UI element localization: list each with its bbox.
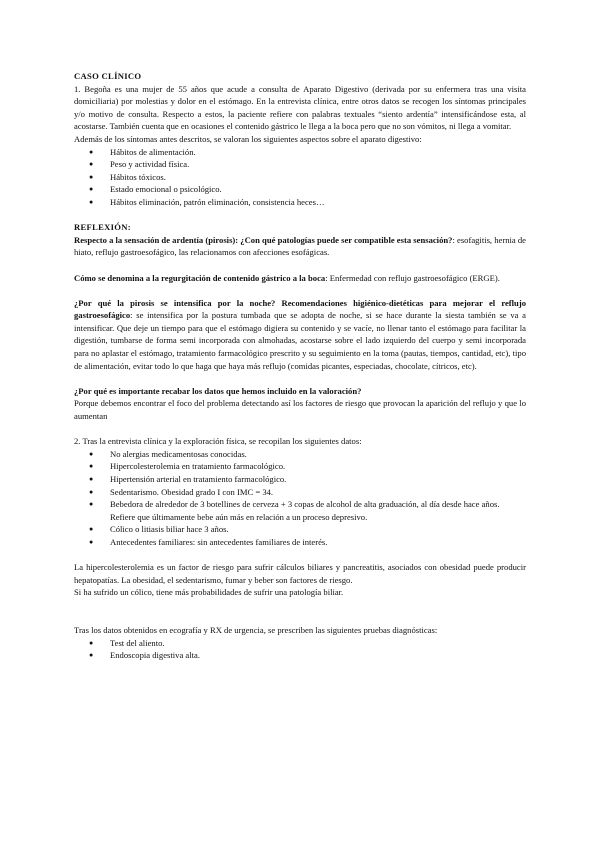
list-item: ● Hipercolesterolemia en tratamiento farmacológico. [74, 460, 526, 473]
list-item: ● Endoscopia digestiva alta. [74, 649, 526, 662]
list-item: ● Test del aliento. [74, 637, 526, 650]
reflection-title: REFLEXIÓN: [74, 222, 131, 233]
document-page [74, 70, 526, 662]
reflection-q2 [74, 272, 526, 285]
list-item: ● Hábitos tóxicos. [74, 171, 526, 184]
list-item: ● Hipertensión arterial en tratamiento farmacológico. [74, 473, 526, 486]
tests-intro: Tras los datos obtenidos en ecografía y RX de urgencia, se prescriben las siguientes pruebas diagnósticas: [74, 624, 438, 635]
list-item: ● Cólico o litiasis biliar hace 3 años. [74, 523, 526, 536]
colic-line: Si ha sufrido un cólico, tiene más probabilidades de sufrir una patología biliar. [74, 587, 344, 598]
aspects-intro: Además de los síntomas antes descritos, se valoran los siguientes aspectos sobre el aparato digestivo: [74, 133, 422, 144]
list-item: ● No alergias medicamentosas conocidas. [74, 448, 526, 461]
question: ¿Por qué la pirosis se intensifica por la noche? Recomendaciones higiénico-dietéticas para mejorar el reflujo gastroesofágico [74, 297, 526, 321]
reflection-q1 [74, 234, 526, 259]
list-item: ● Peso y actividad física. [74, 158, 526, 171]
reflection-q3 [74, 297, 526, 373]
tests-list [74, 637, 526, 662]
list-item: ● Hábitos de alimentación. [74, 146, 526, 159]
list-item: ● Sedentarismo. Obesidad grado I con IMC = 34. [74, 486, 526, 499]
question: Respecto a la sensación de ardentía (pirosis): ¿Con qué patologías puede ser compatible esta sensación? [74, 234, 453, 245]
answer: : esofagitis, hernia de hiato, reflujo gastroesofágico, las relacionamos con afecciones esofágicas. [74, 234, 526, 258]
case-title: CASO CLÍNICO [74, 71, 142, 81]
hyper-paragraph: La hipercolesterolemia es un factor de riesgo para sufrir cálculos biliares y pancreatitis, asociados con obesidad puede producir hepatopatías. La obesidad, el sedentarismo, fumar y beber son factores de riesgo. [74, 562, 526, 585]
question: Cómo se denomina a la regurgitación de contenido gástrico a la boca [74, 272, 326, 283]
list-item: ● Antecedentes familiares: sin antecedentes familiares de interés. [74, 536, 526, 549]
data-list [74, 448, 526, 549]
aspects-list [74, 146, 526, 209]
list-item: ● Bebedora de alrededor de 3 botellines de cerveza + 3 copas de alcohol de alta graduación, al día desde hace años. Refiere que últimamente bebe aún más en relación a un proceso depresivo. [74, 498, 526, 523]
answer: : Enfermedad con reflujo gastroesofágico (ERGE). [325, 272, 500, 283]
answer: : se intensifica por la postura tumbada que se adopta de noche, si se hace durante la siesta también se va a intensificar. Que deje un tiempo para que el estómago digiera su contenido y se vacíe, no llenar tanto el estómago para facilitar la digestión, tumbarse de forma semi incorporada con almohadas, acostarse sobre el lado izquierdo del cuerpo y semi incorporada para no aplastar el estómago, tratamiento farmacológico prescrito y su seguimiento en la toma (pautas, tiempos, cantidad, etc), tipo de alimentación, evitar todo lo que haga que haya más reflujo (comidas picantes, especiadas, chocolate, cítricos, etc). [74, 310, 526, 371]
list-item: ● Hábitos eliminación, patrón eliminación, consistencia heces… [74, 196, 526, 209]
list-item: ● Estado emocional o psicológico. [74, 183, 526, 196]
case-intro: 1. Begoña es una mujer de 55 años que acude a consulta de Aparato Digestivo (derivada por su enfermera tras una visita domiciliaria) por molestias y dolor en el estómago. En la entrevista clínica, entre otros datos se recogen los síntomas principales y/o motivo de consulta. Respecto a estos, la paciente refiere con palabras textuales “siento ardentía” intensificándose esta, al acostarse. También cuenta que en ocasiones el contenido gástrico le llega a la boca pero que no son vómitos, ni llega a vomitar. [74, 83, 526, 132]
reflection-q4: ¿Por qué es importante recabar los datos que hemos incluido en la valoración? [74, 385, 362, 396]
section2-intro: 2. Tras la entrevista clínica y la exploración física, se recopilan los siguientes datos: [74, 436, 362, 447]
reflection-a4: Porque debemos encontrar el foco del problema detectando así los factores de riesgo que provocan la aparición del reflujo y que lo aumentan [74, 398, 526, 422]
